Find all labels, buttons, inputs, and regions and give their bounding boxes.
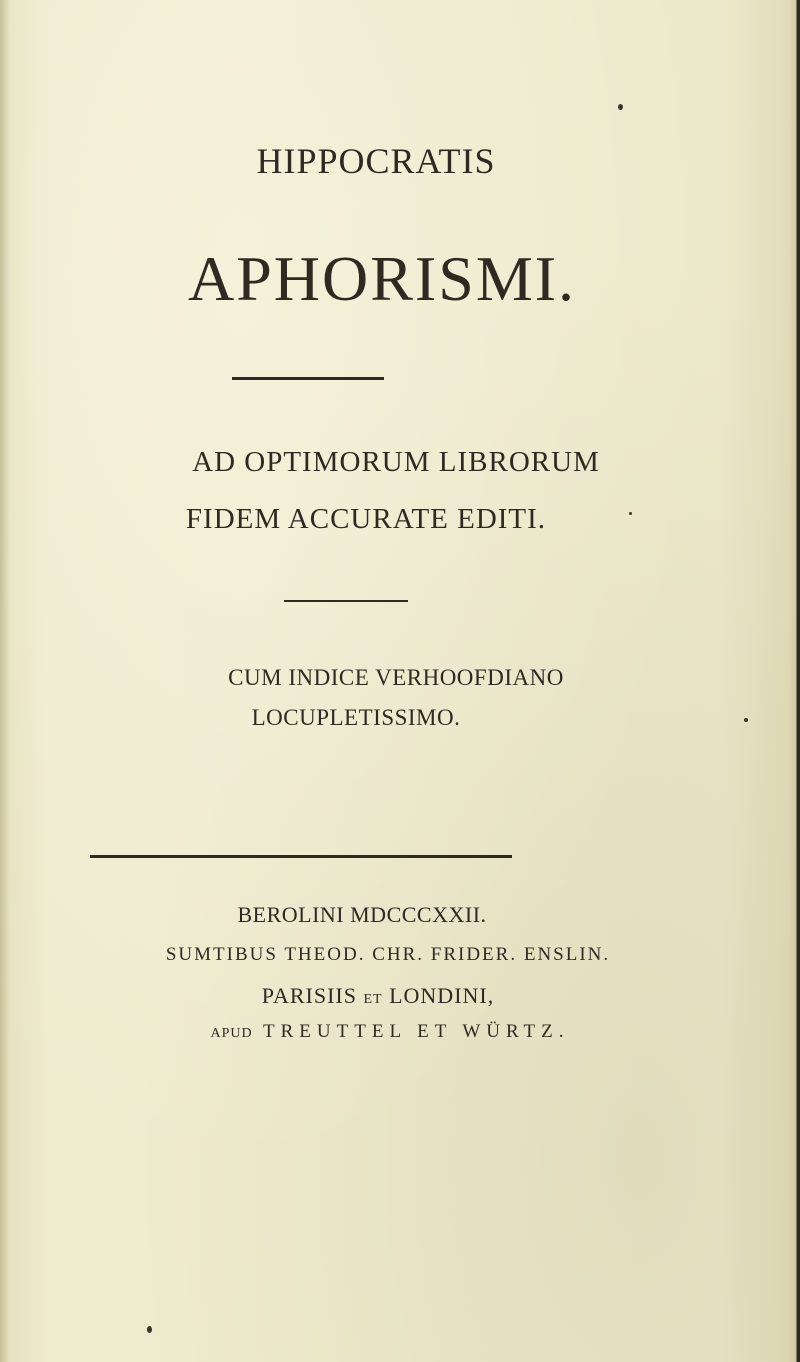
subtitle-line-1: AD OPTIMORUM LIBRORUM	[192, 446, 600, 478]
cities-line	[0, 983, 778, 1009]
title-rule	[232, 377, 384, 380]
apud-label: APUD	[210, 1026, 253, 1041]
foxing-spot	[744, 718, 748, 722]
publisher-line: SUMTIBUS THEOD. CHR. FRIDER. ENSLIN.	[165, 944, 611, 965]
conjunction-et: ET	[363, 992, 383, 1007]
subtitle-rule	[284, 600, 408, 602]
city-london: LONDINI,	[389, 983, 495, 1008]
work-title: APHORISMI.	[187, 243, 577, 314]
foxing-spot	[618, 104, 623, 110]
place-date: BEROLINI MDCCCXXII.	[237, 902, 487, 927]
printers-name: TREUTTEL ET WÜRTZ.	[263, 1021, 570, 1042]
printers-line	[0, 1021, 790, 1043]
author-name: HIPPOCRATIS	[256, 141, 496, 181]
foxing-spot	[147, 1326, 152, 1333]
index-line-2: LOCUPLETISSIMO.	[251, 705, 461, 730]
foxing-spot	[629, 512, 632, 515]
index-line-1: CUM INDICE VERHOOFDIANO	[228, 665, 564, 690]
subtitle-line-2: FIDEM ACCURATE EDITI.	[185, 503, 547, 535]
city-paris: PARISIIS	[261, 983, 357, 1008]
imprint-rule	[90, 855, 512, 858]
